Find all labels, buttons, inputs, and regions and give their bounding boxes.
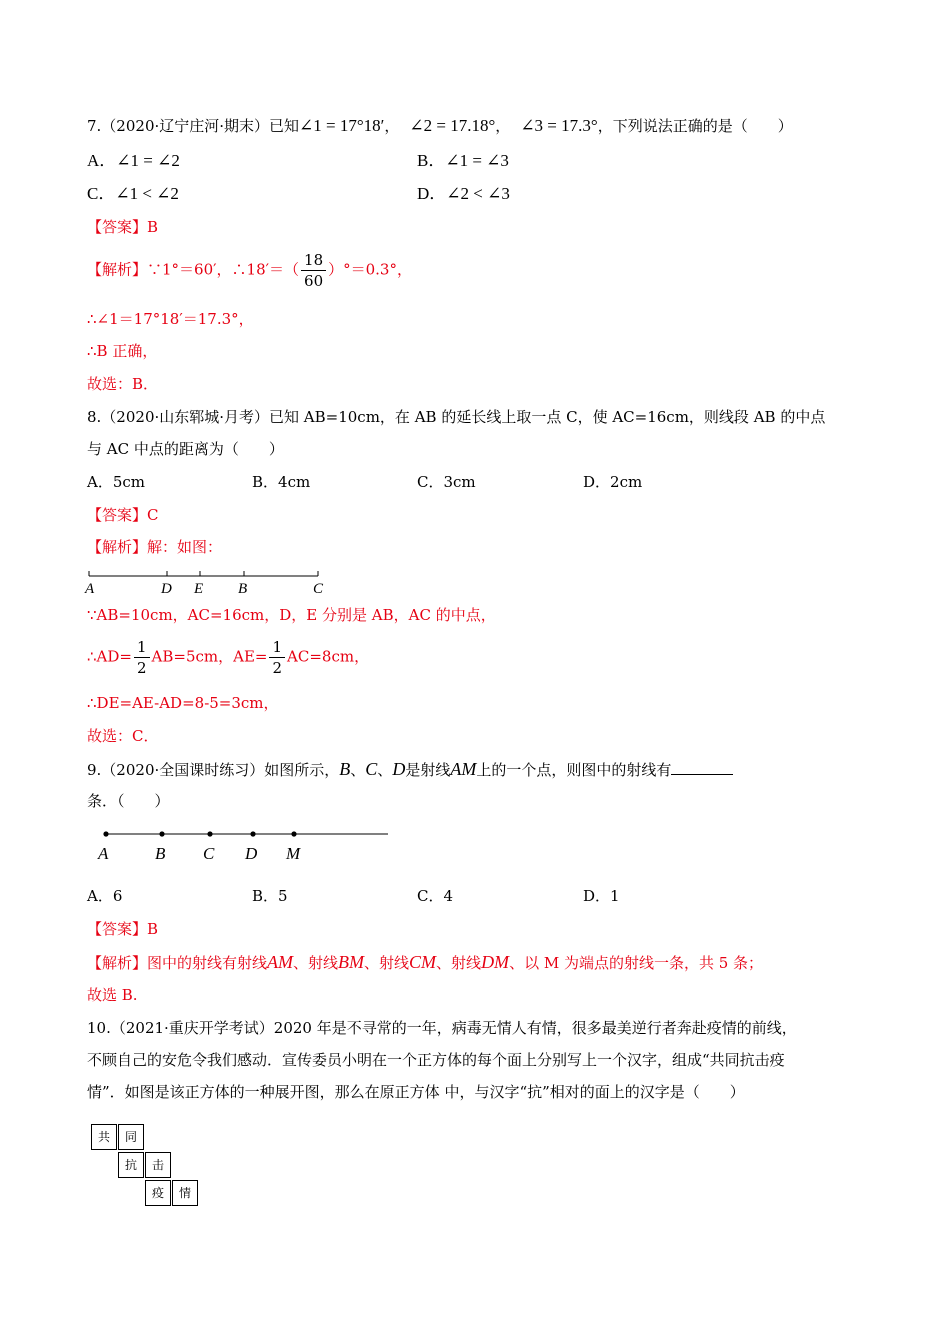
q9-stem-1: 9.（2020·全国课时练习）如图所示，B、C、D是射线AM上的一个点，则图中的射线有 — [87, 758, 733, 781]
q9-option-b[interactable]: B．5 — [252, 887, 288, 905]
label-a: A — [98, 844, 109, 863]
net-face-4: 击 — [145, 1152, 171, 1178]
q7-solution-3: ∴B 正确， — [87, 342, 158, 360]
q9-blank[interactable] — [671, 760, 733, 775]
net-face-2: 同 — [118, 1124, 144, 1150]
q9-ray-figure — [96, 824, 396, 866]
q7-solution-1: 【解析】∵1°＝60′，∴18′＝（ $\frac{18}{60}$ ）°＝0.3°， — [87, 251, 412, 290]
q8-solution-5: 故选：C． — [87, 727, 159, 745]
q7-option-c[interactable]: C．∠1 < ∠2 — [87, 184, 179, 203]
q7-option-a[interactable]: A．∠1 = ∠2 — [87, 151, 180, 170]
cube-net-figure — [91, 1124, 203, 1208]
q10-stem-2: 不顾自己的安危令我们感动．宣传委员小明在一个正方体的每个面上分别写上一个汉字，组成“共同抗击疫 — [87, 1051, 785, 1069]
q8-answer: 【答案】C — [87, 506, 159, 524]
q7-option-b[interactable]: B．∠1 = ∠3 — [417, 151, 509, 170]
q7-angle1: ∠1 = 17°18′ — [299, 116, 385, 135]
label-b: B — [238, 581, 248, 597]
q8-solution-2: ∵AB=10cm，AC=16cm，D，E 分别是 AB，AC 的中点， — [87, 606, 496, 624]
net-face-1: 共 — [91, 1124, 117, 1150]
q7-option-d[interactable]: D．∠2 < ∠3 — [417, 184, 510, 203]
q7-answer: 【答案】B — [87, 218, 159, 236]
q10-stem-1: 10.（2021·重庆开学考试）2020 年是不寻常的一年，病毒无情人有情，很多最美逆行者奔赴疫情的前线， — [87, 1019, 797, 1037]
q9-option-d[interactable]: D．1 — [583, 887, 620, 905]
q9-stem-2: 条．（ ） — [87, 792, 170, 810]
label-a: A — [85, 581, 95, 597]
q9-solution-2: 故选 B. — [87, 986, 138, 1004]
label-d: D — [245, 844, 258, 863]
q9-option-a[interactable]: A．6 — [87, 887, 123, 905]
label-e: E — [194, 581, 204, 597]
q9-solution-1: 【解析】图中的射线有射线AM、射线BM、射线CM、射线DM、以 M 为端点的射线一条，共 5 条； — [87, 952, 764, 972]
net-face-6: 情 — [172, 1180, 198, 1206]
q7-solution-2: ∴∠1＝17°18′＝17.3°， — [87, 310, 254, 328]
label-d: D — [161, 581, 172, 597]
q10-stem-3: 情”．如图是该正方体的一种展开图，那么在原正方体 中，与汉字“抗”相对的面上的汉字是（ ） — [87, 1083, 745, 1101]
q8-segment-figure — [80, 566, 340, 600]
q7-solution-4: 故选：B． — [87, 375, 159, 393]
q7-angle3: ∠3 = 17.3° — [520, 116, 598, 135]
q8-stem-1: 8.（2020·山东郓城·月考）已知 AB=10cm，在 AB 的延长线上取一点 C，使 AC=16cm，则线段 AB 的中点 — [87, 408, 826, 426]
point-b — [159, 831, 164, 836]
label-c: C — [203, 844, 215, 863]
q8-option-b[interactable]: B．4cm — [252, 473, 311, 491]
label-b: B — [155, 844, 166, 863]
q7-angle2: ∠2 = 17.18° — [409, 116, 496, 135]
point-a — [103, 831, 108, 836]
net-face-5: 疫 — [145, 1180, 171, 1206]
q9-option-c[interactable]: C．4 — [417, 887, 454, 905]
q8-stem-2: 与 AC 中点的距离为（ ） — [87, 440, 284, 458]
label-m: M — [286, 844, 301, 863]
q7-stem: 7.（2020·辽宁庄河·期末）已知∠1 = 17°18′， ∠2 = 17.18°， ∠3 = 17.3°，下列说法正确的是（ ） — [87, 116, 793, 135]
point-d — [250, 831, 255, 836]
net-face-3: 抗 — [118, 1152, 144, 1178]
q8-solution-3: ∴AD= $\frac{1}{2}$ AB=5cm，AE= $\frac{1}{2}$ AC=8cm， — [87, 638, 370, 677]
q8-option-a[interactable]: A．5cm — [87, 473, 146, 491]
q8-solution-1: 【解析】解：如图： — [87, 538, 223, 556]
q9-answer: 【答案】B — [87, 920, 159, 938]
q8-option-c[interactable]: C．3cm — [417, 473, 476, 491]
point-m — [291, 831, 296, 836]
point-c — [207, 831, 212, 836]
label-c: C — [313, 581, 324, 597]
q8-solution-4: ∴DE=AE-AD=8-5=3cm， — [87, 694, 279, 712]
q8-option-d[interactable]: D．2cm — [583, 473, 643, 491]
